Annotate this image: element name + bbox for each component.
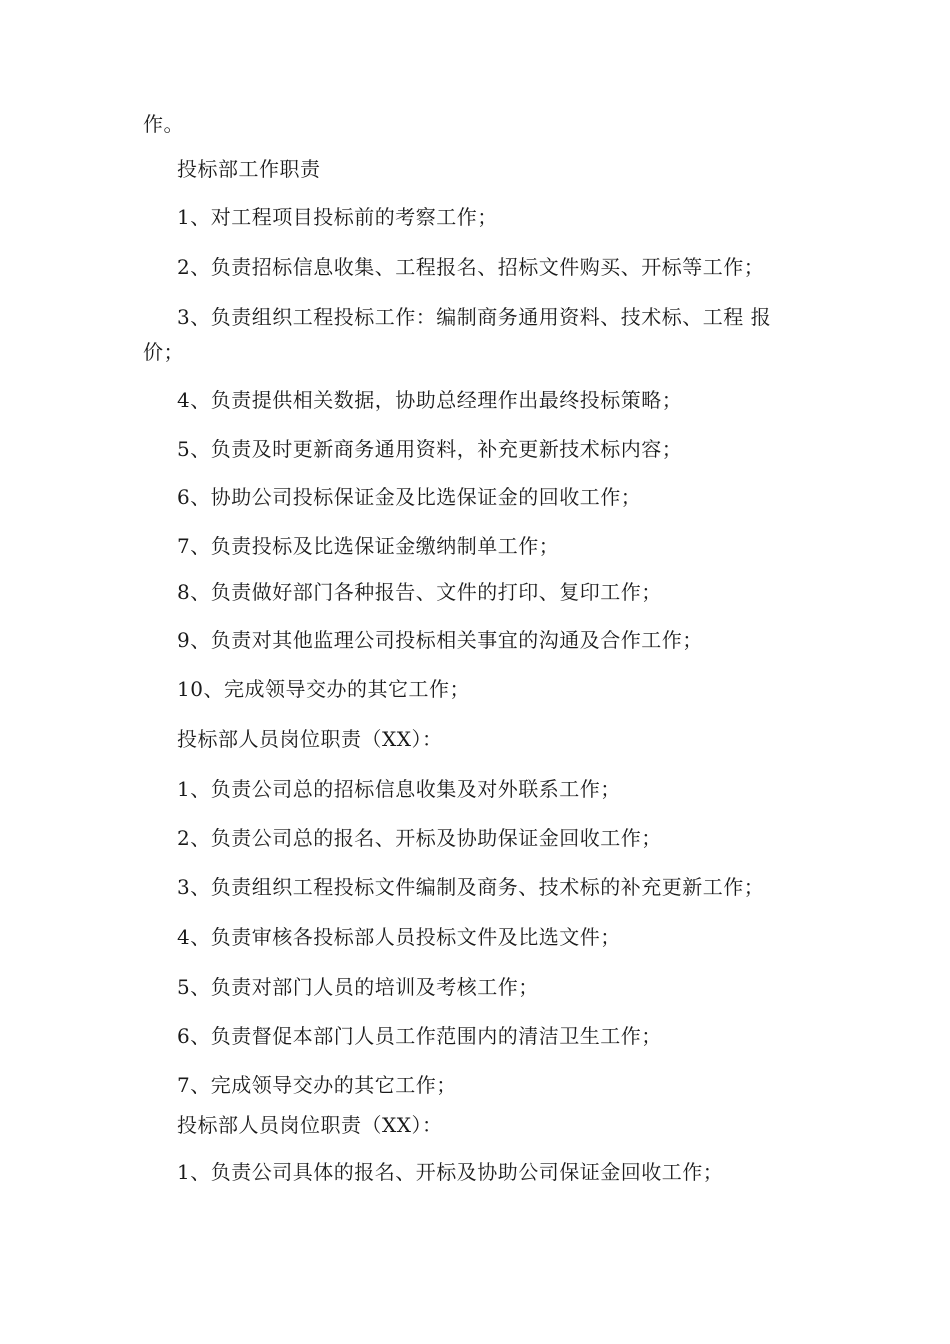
section-heading: 投标部人员岗位职责（XX）： <box>177 1113 443 1137</box>
list-item: 1、负责公司总的招标信息收集及对外联系工作； <box>177 777 621 801</box>
list-item: 4、负责提供相关数据，协助总经理作出最终投标策略； <box>177 388 683 412</box>
section-heading: 投标部人员岗位职责（XX）： <box>177 727 443 751</box>
list-item: 10、完成领导交办的其它工作； <box>177 677 470 701</box>
list-item: 9、负责对其他监理公司投标相关事宜的沟通及合作工作； <box>177 628 703 652</box>
list-item: 6、协助公司投标保证金及比选保证金的回收工作； <box>177 485 642 509</box>
list-item: 6、负责督促本部门人员工作范围内的清洁卫生工作； <box>177 1024 662 1048</box>
list-item: 5、负责及时更新商务通用资料，补充更新技术标内容； <box>177 437 683 461</box>
list-item: 5、负责对部门人员的培训及考核工作； <box>177 975 539 999</box>
text-line: 作。 <box>143 112 184 136</box>
section-heading: 投标部工作职责 <box>177 157 321 181</box>
list-item: 8、负责做好部门各种报告、文件的打印、复印工作； <box>177 580 662 604</box>
list-item: 2、负责公司总的报名、开标及协助保证金回收工作； <box>177 826 662 850</box>
list-item: 7、完成领导交办的其它工作； <box>177 1073 457 1097</box>
list-item: 1、对工程项目投标前的考察工作； <box>177 205 498 229</box>
list-item: 2、负责招标信息收集、工程报名、招标文件购买、开标等工作； <box>177 255 765 279</box>
list-item: 3、负责组织工程投标工作：编制商务通用资料、技术标、工程 报 <box>177 305 772 329</box>
list-item: 4、负责审核各投标部人员投标文件及比选文件； <box>177 925 621 949</box>
list-item: 3、负责组织工程投标文件编制及商务、技术标的补充更新工作； <box>177 875 765 899</box>
text-line: 价； <box>143 340 184 364</box>
list-item: 1、负责公司具体的报名、开标及协助公司保证金回收工作； <box>177 1160 724 1184</box>
list-item: 7、负责投标及比选保证金缴纳制单工作； <box>177 534 560 558</box>
